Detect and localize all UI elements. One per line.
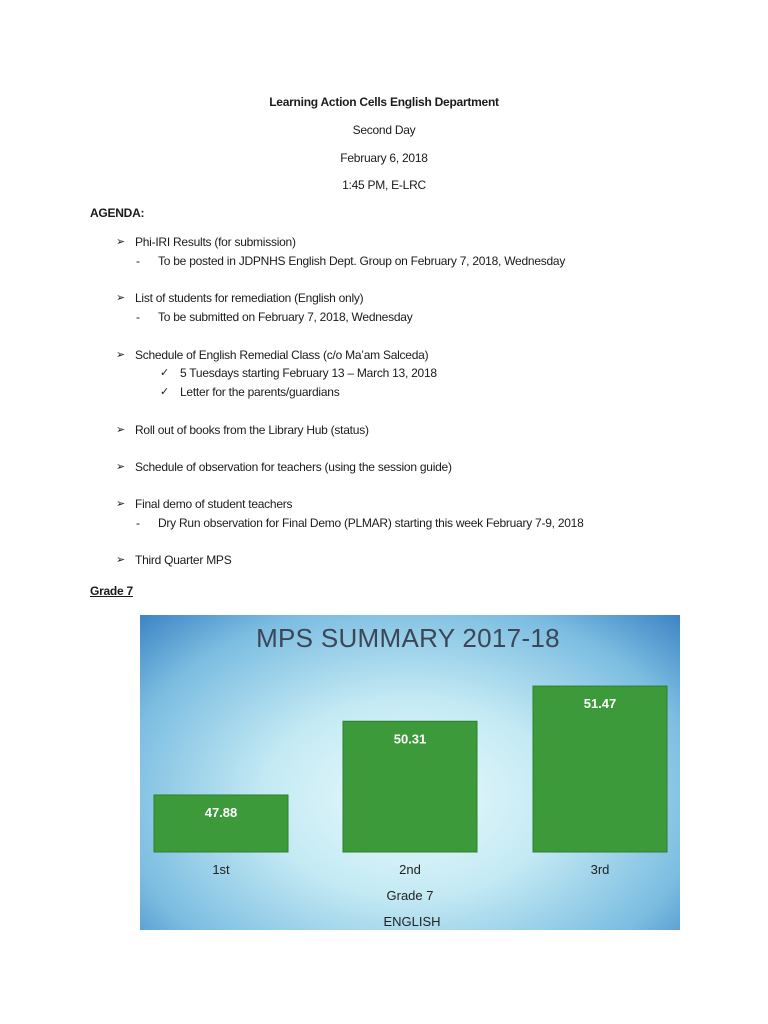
agenda-item-text: Phi-IRI Results (for submission) (135, 235, 296, 249)
document-date: February 6, 2018 (340, 151, 428, 165)
checkmark-icon: ✓ (160, 366, 170, 379)
x-tick-label: 1st (212, 862, 230, 877)
x-tick-label: 2nd (399, 862, 421, 877)
agenda-item-text: Third Quarter MPS (135, 553, 232, 567)
bar-value-label: 50.31 (393, 731, 427, 747)
dash-bullet: - (136, 310, 140, 324)
arrow-bullet-icon: ➢ (116, 460, 126, 473)
dash-bullet: - (136, 254, 140, 268)
arrow-bullet-icon: ➢ (116, 497, 126, 510)
agenda-heading: AGENDA: (90, 206, 145, 220)
arrow-bullet-icon: ➢ (116, 553, 126, 566)
section-heading-grade: Grade 7 (90, 584, 133, 598)
bar-series (154, 686, 667, 877)
agenda-subitem-text: Dry Run observation for Final Demo (PLMAR) starting this week February 7-9, 2018 (158, 516, 584, 530)
mps-summary-chart-svg (140, 615, 680, 930)
agenda-subitem-text: 5 Tuesdays starting February 13 – March 13, 2018 (180, 366, 437, 380)
dash-bullet: - (136, 516, 140, 530)
document-day: Second Day (352, 123, 416, 137)
x-axis-sublabel: ENGLISH (383, 914, 441, 929)
chart-title: MPS SUMMARY 2017-18 (256, 623, 560, 653)
x-axis-label: Grade 7 (386, 888, 434, 903)
arrow-bullet-icon: ➢ (116, 423, 126, 436)
arrow-bullet-icon: ➢ (116, 235, 126, 248)
agenda-item-text: Final demo of student teachers (135, 497, 293, 511)
arrow-bullet-icon: ➢ (116, 291, 126, 304)
agenda-subitem-text: Letter for the parents/guardians (180, 385, 340, 399)
agenda-item-text: Schedule of observation for teachers (using the session guide) (135, 460, 452, 474)
bar-1st (154, 795, 288, 852)
agenda-item-text: List of students for remediation (English only) (135, 291, 364, 305)
agenda-item-text: Roll out of books from the Library Hub (status) (135, 423, 369, 437)
document-title: Learning Action Cells English Department (269, 95, 499, 109)
agenda-item-text: Schedule of English Remedial Class (c/o Ma’am Salceda) (135, 348, 429, 362)
mps-summary-chart (140, 615, 680, 930)
checkmark-icon: ✓ (160, 385, 170, 398)
agenda-subitem-text: To be submitted on February 7, 2018, Wednesday (158, 310, 413, 324)
document-time-venue: 1:45 PM, E-LRC (342, 178, 426, 192)
x-tick-label: 3rd (590, 862, 610, 877)
bar-value-label: 51.47 (583, 696, 617, 712)
arrow-bullet-icon: ➢ (116, 348, 126, 361)
bar-value-label: 47.88 (204, 804, 238, 820)
agenda-subitem-text: To be posted in JDPNHS English Dept. Group on February 7, 2018, Wednesday (158, 254, 566, 268)
